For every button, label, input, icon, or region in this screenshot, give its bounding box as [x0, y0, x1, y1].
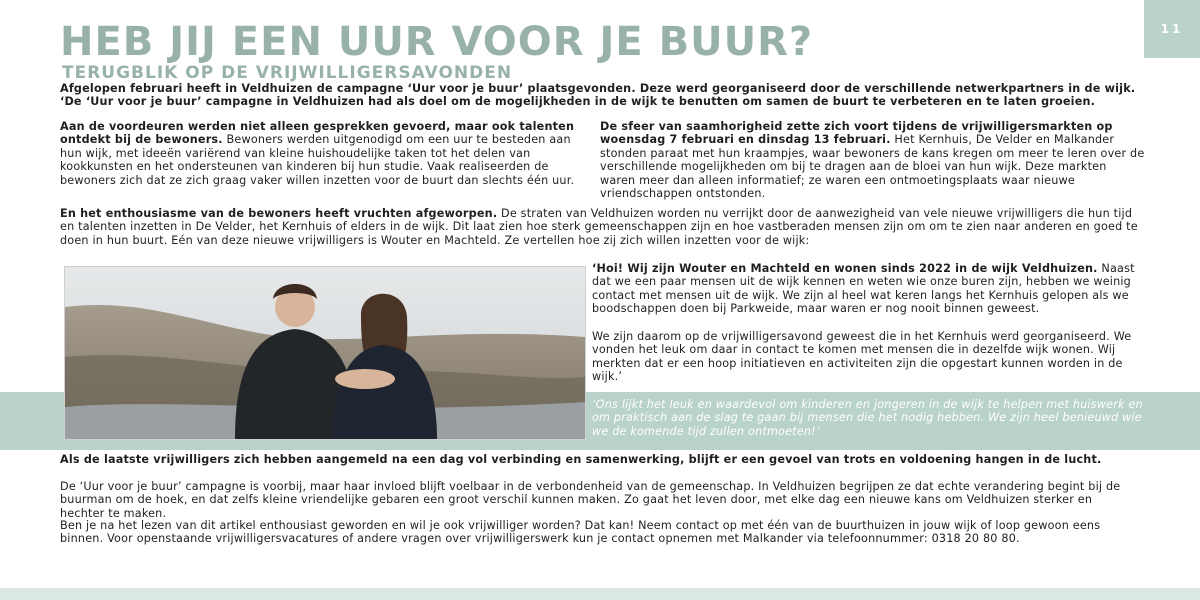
page-number: 11 — [1144, 0, 1200, 58]
closing-paragraph: De ‘Uur voor je buur’ campagne is voorbij, maar haar invloed blijft voelbaar in de verbondenheid van de gemeenschap. In Veldhuizen begrijpen ze dat echte verandering begint bij de buurman om de hoek, en dat zelfs kleine vriendelijke gebaren een groot verschil kunnen maken. Zo gaat het leven door, met elke dag een nieuwe kans om Veldhuizen sterker en hechter te maken. — [60, 480, 1121, 520]
footer-band — [0, 588, 1200, 600]
couple-photo — [64, 266, 586, 440]
closing-lead: Als de laatste vrijwilligers zich hebben aangemeld na een dag vol verbinding en samenwerking, blijft er een gevoel van trots en voldoening hangen in de lucht. — [60, 453, 1102, 466]
article-subtitle: TERUGBLIK OP DE VRIJWILLIGERSAVONDEN — [62, 63, 513, 83]
right-column-lead: De sfeer van saamhorigheid zette zich voort tijdens de vrijwilligersmarkten op woensdag 7 februari en dinsdag 13 februari. — [600, 120, 1113, 147]
left-column-paragraph — [60, 120, 580, 187]
wide-paragraph-lead: En het enthousiasme van de bewoners heeft vruchten afgeworpen. — [60, 207, 498, 220]
contact-paragraph: Ben je na het lezen van dit artikel enthousiast geworden en wil je ook vrijwilliger worden? Dat kan! Neem contact op met één van de buurthuizen in jouw wijk of loop gewoon eens binnen. Voor openstaande vrijwilligersvacatures of andere vragen over vrijwilligerswerk kun je contact opnemen met Malkander via telefoonnummer: 0318 20 80 80. — [60, 519, 1101, 546]
intro-paragraph: Afgelopen februari heeft in Veldhuizen de campagne ‘Uur voor je buur’ plaatsgevonden. Deze werd georganiseerd door de verschillende netwerkpartners in de wijk. ‘De ‘Uur voor je buur’ campagne in Veldhuizen had als doel om de mogelijkheden in de wijk te benutten om samen de buurt te verbeteren en te laten groeien. — [60, 82, 1136, 109]
quote-paragraph-2: We zijn daarom op de vrijwilligersavond geweest die in het Kernhuis werd georganiseerd. We vonden het leuk om daar in contact te komen met mensen die in dezelfde wijk wonen. Wij merkten dat er een hoop initiatieven en activiteiten zijn die opgestart kunnen worden in de wijk.’ — [592, 330, 1132, 384]
left-column-body: Bewoners werden uitgenodigd om een uur te besteden aan hun wijk, met ideeën variërend van kleine huishoudelijke taken tot het delen van kookkunsten en het ondersteunen van kinderen bij hun studie. Vaak realiseerden de bewoners zich dat ze zich graag vaker willen inzetten voor de buurt dan slechts één uur. — [60, 133, 575, 187]
right-column-body: Het Kernhuis, De Velder en Malkander stonden paraat met hun kraampjes, waar bewoners de kans kregen om meer te leren over de verschillende mogelijkheden om bij te dragen aan de bloei van hun wijk. Deze markten waren meer dan alleen informatief; ze waren een ontmoetingsplaats waar nieuwe vriendschappen ontstonden. — [600, 133, 1145, 201]
article-title: HEB JIJ EEN UUR VOOR JE BUUR? — [60, 19, 814, 65]
wide-paragraph-body: De straten van Veldhuizen worden nu verrijkt door de aanwezigheid van vele nieuwe vrijwilligers die hun tijd en talenten inzetten in De Velder, het Kernhuis of elders in de wijk. Dit laat zien hoe sterk gemeenschappen zijn en hoe vastberaden mensen zijn om om te zien naar anderen en goed te doen in hun buurt. Eén van deze nieuwe vrijwilligers is Wouter en Machteld. Ze vertellen hoe zij zich willen inzetten voor de wijk: — [60, 207, 1138, 247]
wide-paragraph — [60, 207, 1140, 247]
left-column-lead: Aan de voordeuren werden niet alleen gesprekken gevoerd, maar ook talenten ontdekt bij de bewoners. — [60, 120, 575, 147]
quote-body-1: Naast dat we een paar mensen uit de wijk kennen en weten wie onze buren zijn, hebben we weinig contact met mensen uit de wijk. We zijn al heel wat keren langs het Kernhuis gelopen als we boodschappen doen bij Parkweide, maar waren er nog nooit binnen geweest. — [592, 262, 1135, 316]
quote-paragraph-1 — [592, 262, 1145, 316]
quote-paragraph-3: ‘Ons lijkt het leuk en waardevol om kinderen en jongeren in de wijk te helpen met huiswerk en om praktisch aan de slag te gaan bij mensen die het nodig hebben. We zijn heel benieuwd wie we de komende tijd zullen ontmoeten!’ — [592, 398, 1143, 438]
quote-lead: ‘Hoi! Wij zijn Wouter en Machteld en wonen sinds 2022 in de wijk Veldhuizen. — [592, 262, 1098, 275]
right-column-paragraph — [600, 120, 1145, 200]
